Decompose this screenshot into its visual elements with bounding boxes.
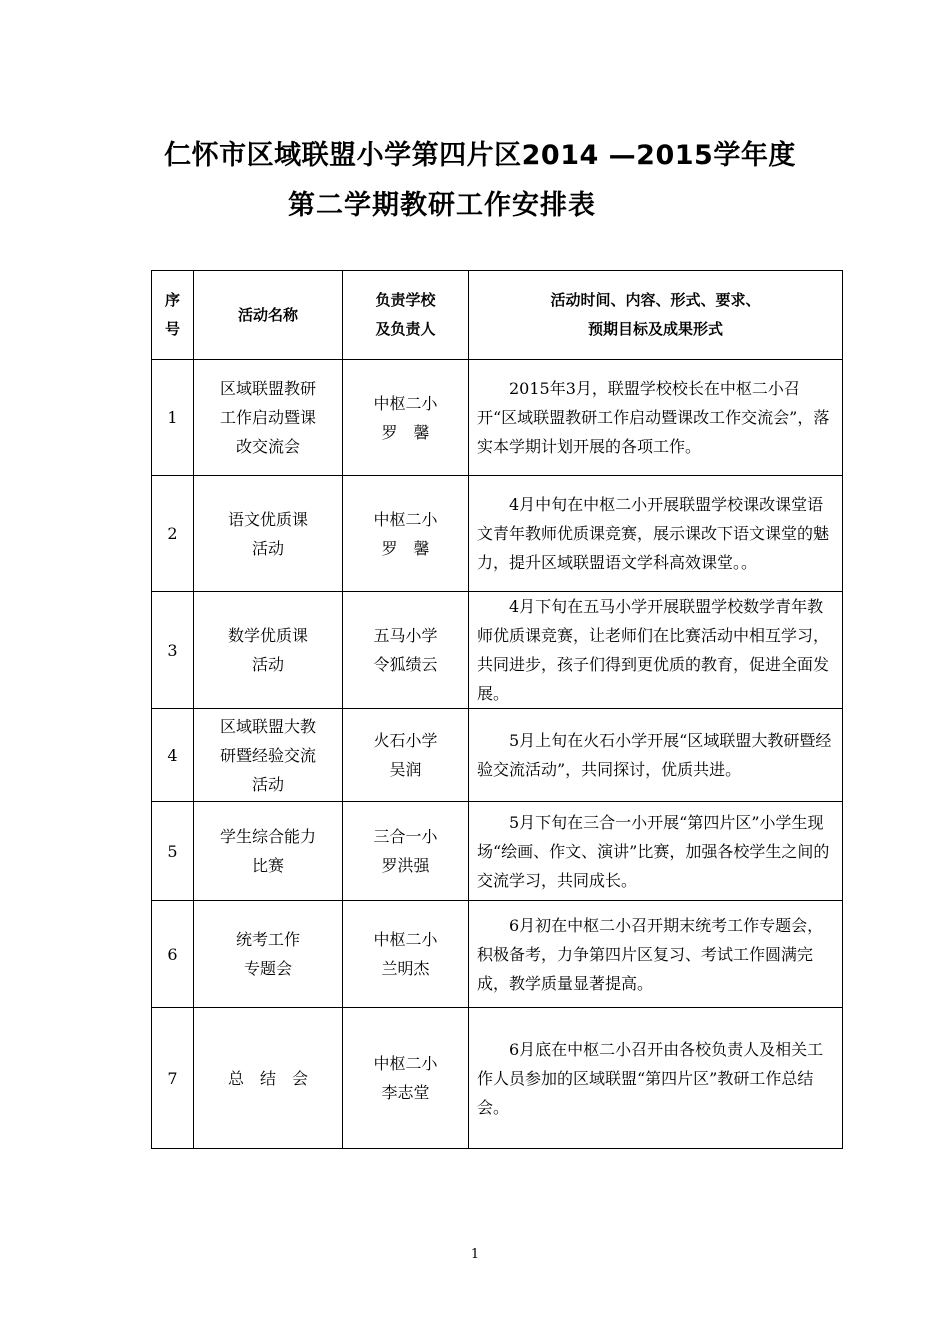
row-no: 5 <box>152 802 194 901</box>
table-row <box>152 802 843 901</box>
table-row <box>152 709 843 802</box>
table-row <box>152 1008 843 1149</box>
page-number: 1 <box>470 1247 480 1262</box>
row-activity-name: 语文优质课 活动 <box>194 476 343 592</box>
row-detail: 4月中旬在中枢二小开展联盟学校课改课堂语文青年教师优质课竞赛，展示课改下语文课堂的魅力，提升区域联盟语文学科高效课堂。。 <box>469 476 843 592</box>
row-school: 五马小学 令狐绩云 <box>343 592 469 709</box>
row-no: 3 <box>152 592 194 709</box>
header-no: 序 号 <box>152 271 194 360</box>
table-row <box>152 360 843 476</box>
row-detail: 6月底在中枢二小召开由各校负责人及相关工作人员参加的区域联盟“第四片区”教研工作总结会。 <box>469 1008 843 1149</box>
document-title-line2: 第二学期教研工作安排表 <box>288 190 596 221</box>
header-detail: 活动时间、内容、形式、要求、 预期目标及成果形式 <box>469 271 843 360</box>
row-activity-name: 数学优质课 活动 <box>194 592 343 709</box>
row-school: 中枢二小 兰明杰 <box>343 901 469 1008</box>
header-school: 负责学校 及负责人 <box>343 271 469 360</box>
table-row <box>152 476 843 592</box>
row-no: 6 <box>152 901 194 1008</box>
row-school: 火石小学 吴润 <box>343 709 469 802</box>
table-row <box>152 592 843 709</box>
row-no: 1 <box>152 360 194 476</box>
row-detail: 4月下旬在五马小学开展联盟学校数学青年教师优质课竞赛，让老师们在比赛活动中相互学习，共同进步，孩子们得到更优质的教育，促进全面发展。 <box>469 592 843 709</box>
table-row <box>152 901 843 1008</box>
table-header-row <box>152 271 843 360</box>
header-activity-name: 活动名称 <box>194 271 343 360</box>
document-title-line1: 仁怀市区域联盟小学第四片区2014 —2015学年度 <box>164 140 796 171</box>
row-activity-name: 统考工作 专题会 <box>194 901 343 1008</box>
row-activity-name: 区域联盟大教 研暨经验交流 活动 <box>194 709 343 802</box>
row-school: 中枢二小 李志堂 <box>343 1008 469 1149</box>
row-no: 4 <box>152 709 194 802</box>
row-activity-name: 学生综合能力 比赛 <box>194 802 343 901</box>
row-detail: 5月下旬在三合一小开展“第四片区”小学生现场“绘画、作文、演讲”比赛，加强各校学生之间的交流学习，共同成长。 <box>469 802 843 901</box>
row-detail: 5月上旬在火石小学开展“区域联盟大教研暨经验交流活动”，共同探讨，优质共进。 <box>469 709 843 802</box>
row-no: 7 <box>152 1008 194 1149</box>
row-school: 中枢二小 罗 馨 <box>343 360 469 476</box>
schedule-table <box>151 270 843 1149</box>
row-activity-name: 总 结 会 <box>194 1008 343 1149</box>
row-detail: 6月初在中枢二小召开期末统考工作专题会，积极备考，力争第四片区复习、考试工作圆满完成，教学质量显著提高。 <box>469 901 843 1008</box>
row-detail: 2015年3月，联盟学校校长在中枢二小召开“区域联盟教研工作启动暨课改工作交流会”，落实本学期计划开展的各项工作。 <box>469 360 843 476</box>
row-school: 三合一小 罗洪强 <box>343 802 469 901</box>
row-activity-name: 区域联盟教研 工作启动暨课 改交流会 <box>194 360 343 476</box>
row-school: 中枢二小 罗 馨 <box>343 476 469 592</box>
row-no: 2 <box>152 476 194 592</box>
